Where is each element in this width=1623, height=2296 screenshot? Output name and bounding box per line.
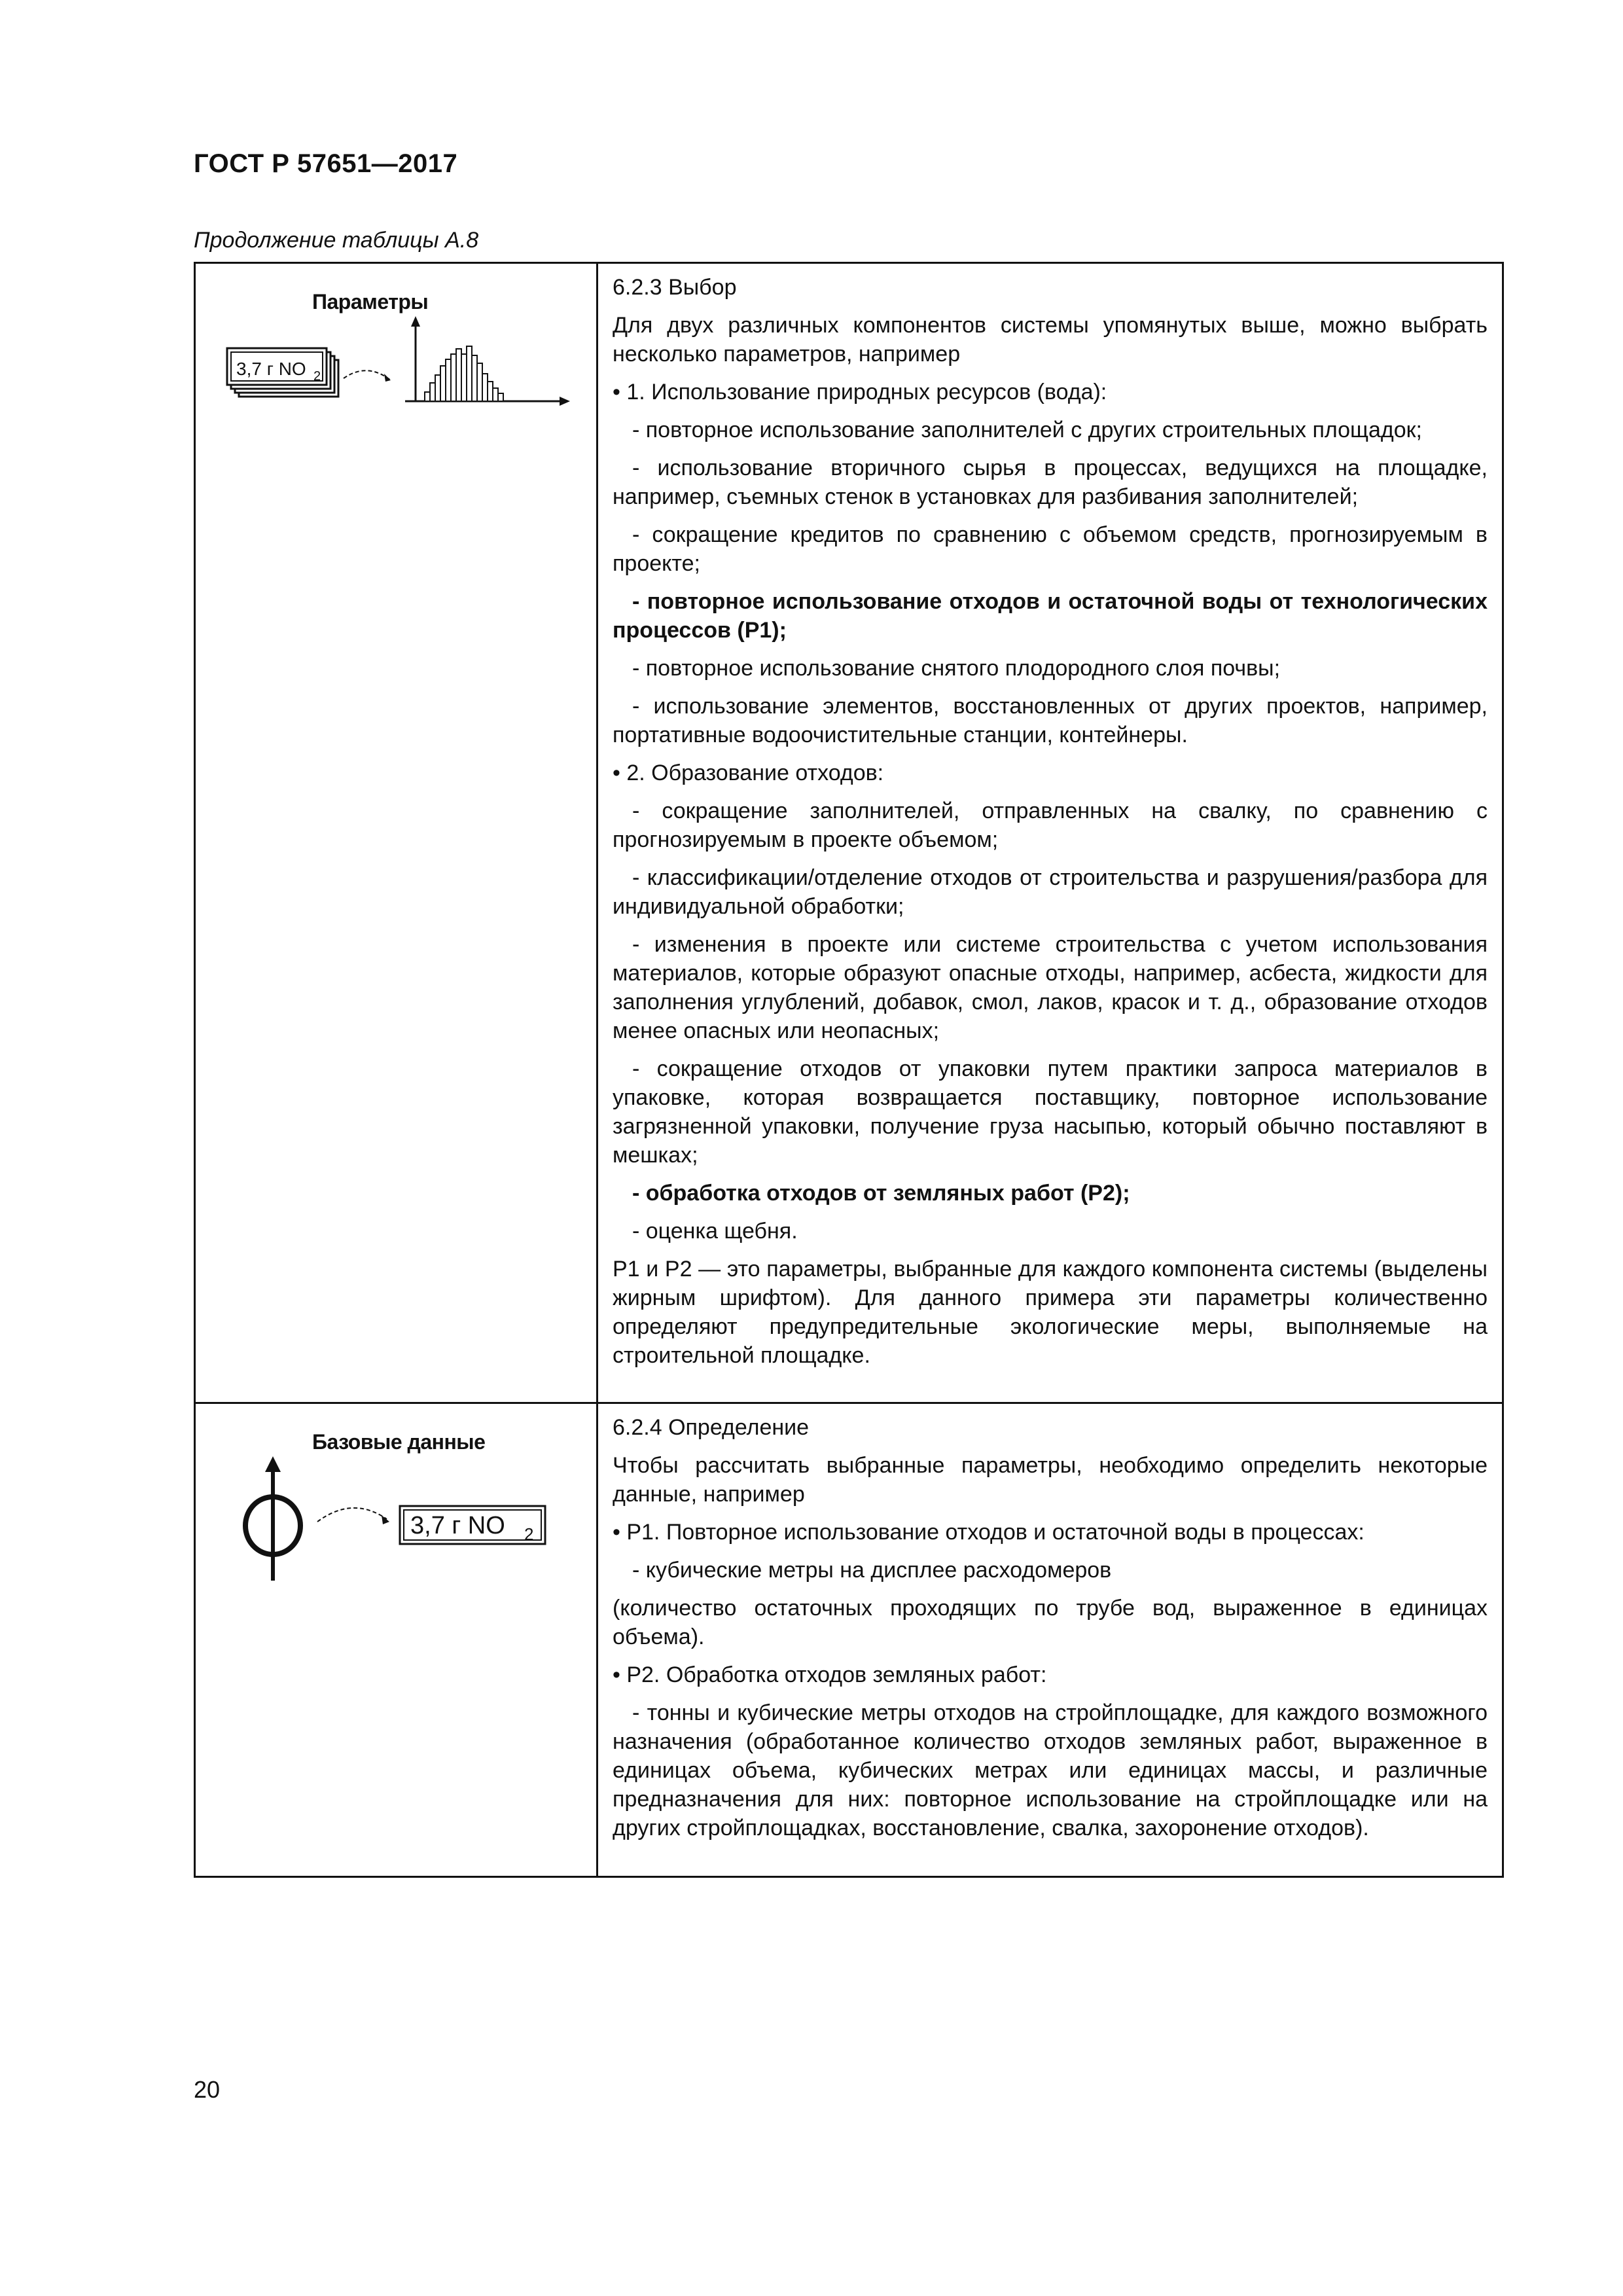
phi-arrow-icon <box>245 1456 300 1581</box>
histogram-icon <box>405 316 570 406</box>
table-caption: Продолжение таблицы А.8 <box>194 228 479 253</box>
paragraph: Чтобы рассчитать выбранные параметры, необходимо определить некоторые данные, например <box>613 1453 1488 1507</box>
paragraph: • P2. Обработка отходов земляных работ: <box>613 1662 1047 1687</box>
paragraph: 6.2.3 Выбор <box>613 275 737 300</box>
document-header: ГОСТ Р 57651—2017 <box>194 149 458 178</box>
paragraph: • P1. Повторное использование отходов и остаточной воды в процессах: <box>613 1520 1364 1545</box>
figure-title: Базовые данные <box>312 1430 486 1454</box>
paragraph: - повторное использование снятого плодородного слоя почвы; <box>632 656 1281 681</box>
parameters-box-subscript: 2 <box>313 369 321 384</box>
text-cell-selection <box>597 263 1503 1403</box>
paragraph: P1 и P2 — это параметры, выбранные для каждого компонента системы (выделены жирным шрифтом). Для данного примера эти параметры количественно определяют предупредительные экологические меры, выполняемые на строительной площадке. <box>613 1257 1488 1368</box>
parameters-figure <box>196 264 596 421</box>
paragraph: - классификации/отделение отходов от строительства и разрушения/разбора для индивидуальной обработки; <box>613 865 1488 919</box>
paragraph: - сокращение заполнителей, отправленных на свалку, по сравнению с прогнозируемым в проекте объемом; <box>613 798 1488 852</box>
text-cell-definition <box>597 1403 1503 1877</box>
table-row <box>195 263 1503 1403</box>
figure-cell-parameters <box>195 263 597 1403</box>
paragraph: • 1. Использование природных ресурсов (вода): <box>613 380 1107 404</box>
paragraph: - сокращение отходов от упаковки путем практики запроса материалов в упаковке, которая возвращается поставщику, повторное использование загрязненной упаковки, получение груза насыпью, который обычно поставляют в мешках; <box>613 1056 1488 1168</box>
table-a8 <box>194 262 1504 1878</box>
basedata-figure <box>196 1404 596 1600</box>
paragraph: - сокращение кредитов по сравнению с объемом средств, прогнозируемым в проекте; <box>613 522 1488 576</box>
paragraph: - оценка щебня. <box>632 1219 798 1244</box>
basedata-box-subscript: 2 <box>524 1524 534 1544</box>
page-number: 20 <box>194 2076 221 2103</box>
paragraph: - изменения в проекте или системе строительства с учетом использования материалов, которые образуют опасные отходы, например, асбеста, жидкости для заполнения углублений, добавок, смол, лаков, красок и т. д., образование отходов менее опасных или неопасных; <box>613 932 1488 1043</box>
paragraph: - тонны и кубические метры отходов на стройплощадке, для каждого возможного назначения (обработанное количество отходов земляных работ, выраженное в единицах объема, кубических метрах или единицах массы, и различные предназначения для них: повторное использование на стройплощадке или на других стройплощадках, восстановление, свалка, захоронение отходов). <box>613 1700 1488 1840</box>
paragraph: • 2. Образование отходов: <box>613 761 884 785</box>
parameters-box-label: 3,7 г NO <box>236 359 306 379</box>
paragraph: - использование вторичного сырья в процессах, ведущихся на площадке, например, съемных стенок в установках для разбивания заполнителей; <box>613 456 1488 509</box>
table-row <box>195 1403 1503 1877</box>
paragraph: - повторное использование заполнителей с других строительных площадок; <box>632 418 1422 442</box>
figure-title: Параметры <box>312 290 429 314</box>
paragraph: 6.2.4 Определение <box>613 1415 810 1440</box>
paragraph-list <box>613 1413 1488 1842</box>
paragraph: - кубические метры на дисплее расходомеров <box>632 1558 1112 1583</box>
paragraph-list <box>613 273 1488 1370</box>
basedata-box-label: 3,7 г NO <box>410 1512 505 1539</box>
paragraph: - использование элементов, восстановленных от других проектов, например, портативные водоочистительные станции, контейнеры. <box>613 694 1488 747</box>
paragraph: Для двух различных компонентов системы упомянутых выше, можно выбрать несколько параметров, например <box>613 313 1488 367</box>
paragraph: - повторное использование отходов и остаточной воды от технологических процессов (P1); <box>613 589 1488 643</box>
paragraph: (количество остаточных проходящих по трубе вод, выраженное в единицах объема). <box>613 1596 1488 1649</box>
paragraph: - обработка отходов от земляных работ (P2); <box>632 1181 1130 1206</box>
figure-cell-basedata <box>195 1403 597 1877</box>
